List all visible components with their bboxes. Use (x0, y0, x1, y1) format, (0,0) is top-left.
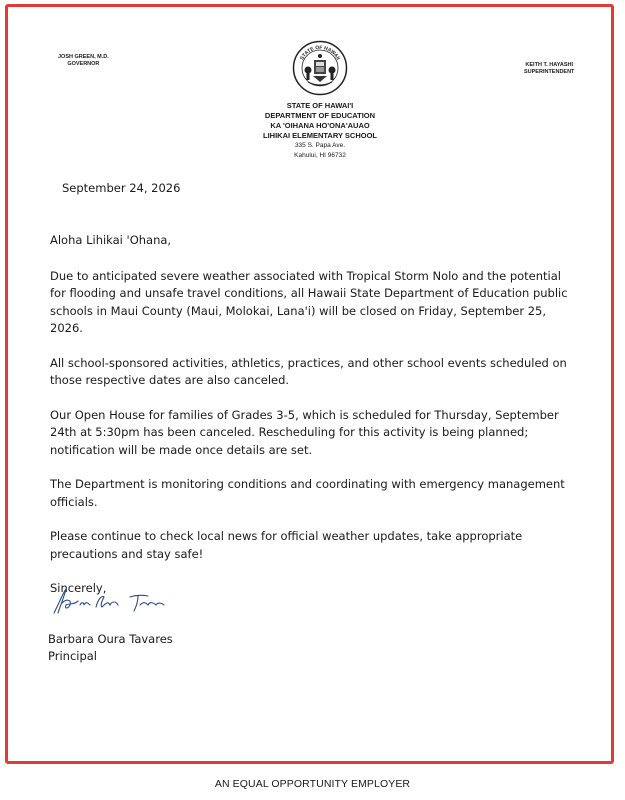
paragraph-activities: All school-sponsored activities, athletics, practices, and other school events scheduled on those respective dates are also canceled. (50, 355, 567, 387)
salutation: Aloha Lihikai 'Ohana, (50, 233, 172, 247)
superintendent-name: KEITH T. HAYASHI (525, 62, 573, 68)
signer-block (48, 631, 173, 665)
state-name: STATE OF HAWAI'I (286, 101, 354, 110)
paragraph-safety: Please continue to check local news for official weather updates, take appropriate precautions and stay safe! (50, 529, 523, 561)
superintendent-block (524, 62, 574, 76)
seal-text: STATE OF HAWAII (299, 44, 341, 62)
footer-equal-opportunity: AN EQUAL OPPORTUNITY EMPLOYER (214, 778, 411, 790)
address-line-1: 335 S. Papa Ave. (294, 142, 346, 149)
letter-body (50, 232, 578, 598)
school-name: LIHIKAI ELEMENTARY SCHOOL (262, 131, 378, 140)
letterhead (200, 101, 440, 161)
signer-name: Barbara Oura Tavares (48, 632, 173, 646)
governor-name: JOSH GREEN, M.D. (58, 54, 109, 60)
paragraph-closure: Due to anticipated severe weather associated with Tropical Storm Nolo and the potential for flooding and unsafe travel conditions, all Hawaii State Department of Education public schools in Maui County (Maui, Molokai, Lana'i) will be closed on Friday, September 25, 2026. (50, 268, 568, 335)
paragraph-monitoring: The Department is monitoring conditions and coordinating with emergency management officials. (50, 477, 565, 509)
closing: Sincerely, (50, 581, 107, 595)
letter-date: September 24, 2026 (62, 181, 181, 195)
signer-title: Principal (48, 649, 98, 663)
address-line-2: Kahului, HI 96732 (294, 152, 346, 159)
state-seal-icon (292, 40, 348, 96)
paragraph-open-house: Our Open House for families of Grades 3-5, which is scheduled for Thursday, September 24th at 5:30pm has been canceled. Rescheduling for this activity is being planned; notification will be made once details are set. (50, 407, 559, 457)
hawaiian-name: KA 'OIHANA HO'ONA'AUAO (270, 121, 370, 130)
handwritten-signature (50, 583, 170, 619)
governor-block (58, 54, 109, 68)
superintendent-title: SUPERINTENDENT (524, 69, 575, 75)
governor-title: GOVERNOR (67, 61, 100, 67)
department-name: DEPARTMENT OF EDUCATION (264, 111, 376, 120)
